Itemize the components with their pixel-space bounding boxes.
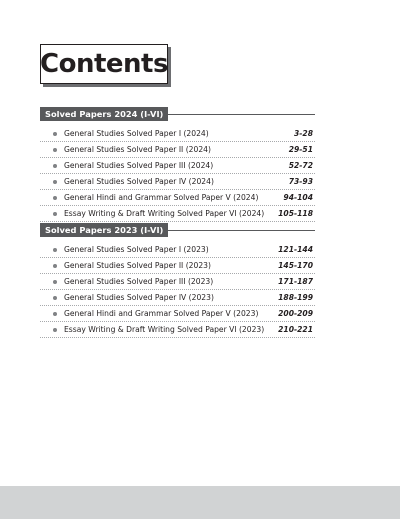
toc-row[interactable] — [40, 274, 315, 290]
bullet-icon — [53, 280, 57, 284]
bullet-icon — [53, 264, 57, 268]
toc-row[interactable] — [40, 242, 315, 258]
toc-entry-pages: 188-199 — [278, 293, 313, 302]
toc-row[interactable] — [40, 290, 315, 306]
toc-entry-pages: 200-209 — [278, 309, 313, 318]
toc-entry-title: General Studies Solved Paper III (2023) — [64, 277, 214, 286]
toc-entry-title: General Studies Solved Paper II (2023) — [64, 261, 211, 270]
toc-entry-pages: 121-144 — [278, 245, 313, 254]
bullet-icon — [53, 132, 57, 136]
footer-band — [0, 486, 400, 519]
toc-entry-pages: 94-104 — [283, 193, 313, 202]
page-title: Contents — [40, 44, 168, 84]
toc-entry-title: Essay Writing & Draft Writing Solved Paper VI (2023) — [64, 325, 265, 334]
toc-entry-title: Essay Writing & Draft Writing Solved Paper VI (2024) — [64, 209, 265, 218]
toc-row[interactable] — [40, 174, 315, 190]
bullet-icon — [53, 248, 57, 252]
section-2023 — [40, 223, 315, 338]
section-header — [40, 223, 315, 237]
toc-entry-pages: 29-51 — [288, 145, 313, 154]
section-header — [40, 107, 315, 121]
section-heading: Solved Papers 2023 (I-VI) — [40, 223, 168, 237]
toc-entry-title: General Hindi and Grammar Solved Paper V (2024) — [64, 193, 259, 202]
toc-row[interactable] — [40, 206, 315, 222]
toc-row[interactable] — [40, 322, 315, 338]
bullet-icon — [53, 296, 57, 300]
bullet-icon — [53, 196, 57, 200]
toc-row[interactable] — [40, 126, 315, 142]
toc-entry-pages: 3-28 — [293, 129, 313, 138]
toc-entry-pages: 105-118 — [278, 209, 313, 218]
toc-entry-title: General Studies Solved Paper II (2024) — [64, 145, 211, 154]
toc-row[interactable] — [40, 142, 315, 158]
toc-entry-pages: 210-221 — [278, 325, 313, 334]
toc-entry-title: General Studies Solved Paper III (2024) — [64, 161, 214, 170]
toc-row[interactable] — [40, 306, 315, 322]
bullet-icon — [53, 328, 57, 332]
toc-row[interactable] — [40, 158, 315, 174]
toc-entry-pages: 73-93 — [288, 177, 313, 186]
toc-entry-pages: 145-170 — [278, 261, 313, 270]
toc-entry-title: General Studies Solved Paper IV (2023) — [64, 293, 214, 302]
toc-entry-title: General Studies Solved Paper IV (2024) — [64, 177, 214, 186]
toc-entry-title: General Studies Solved Paper I (2023) — [64, 245, 209, 254]
bullet-icon — [53, 148, 57, 152]
toc-entry-pages: 171-187 — [278, 277, 313, 286]
contents-title-box — [40, 44, 170, 86]
bullet-icon — [53, 212, 57, 216]
toc-entry-title: General Studies Solved Paper I (2024) — [64, 129, 209, 138]
toc-row[interactable] — [40, 190, 315, 206]
bullet-icon — [53, 312, 57, 316]
toc-row[interactable] — [40, 258, 315, 274]
bullet-icon — [53, 180, 57, 184]
bullet-icon — [53, 164, 57, 168]
section-2024 — [40, 107, 315, 222]
toc-entry-pages: 52-72 — [288, 161, 313, 170]
section-heading: Solved Papers 2024 (I-VI) — [40, 107, 168, 121]
toc-entry-title: General Hindi and Grammar Solved Paper V (2023) — [64, 309, 259, 318]
